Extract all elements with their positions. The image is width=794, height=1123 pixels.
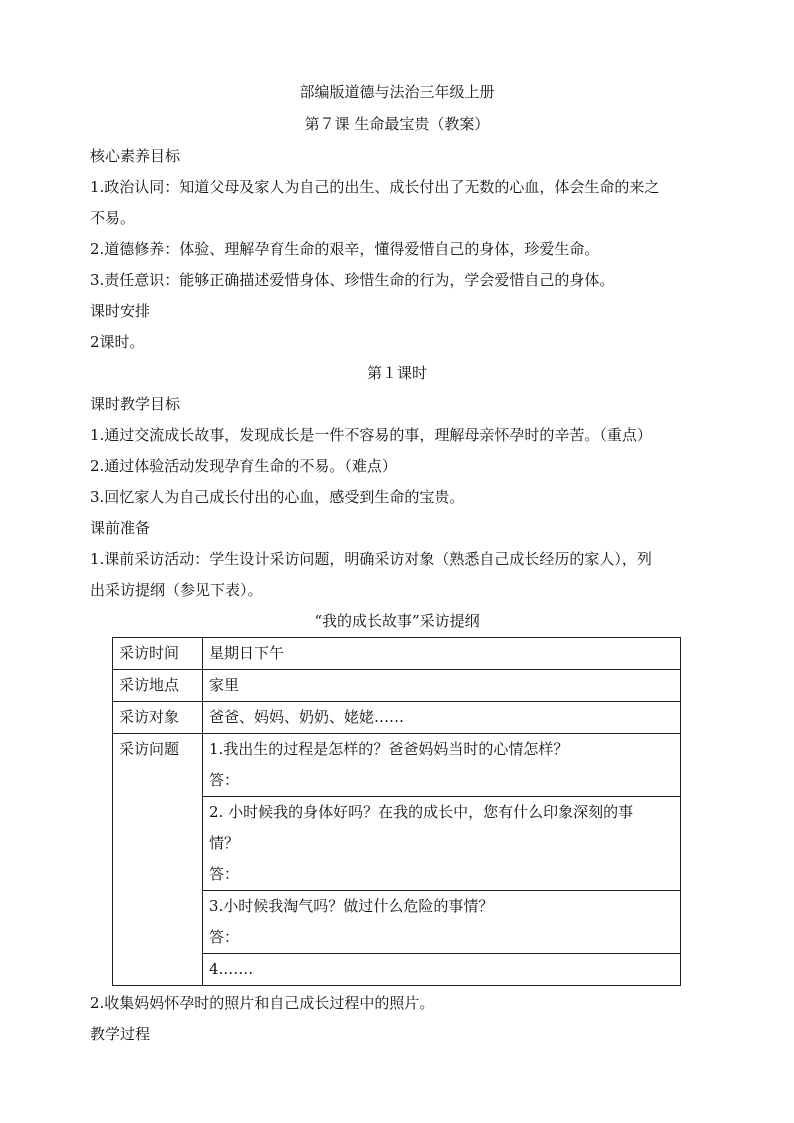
prep-item-1-line-1: 1.课前采访活动：学生设计采访问题，明确采访对象（熟悉自己成长经历的家人），列 <box>90 550 652 568</box>
lesson-subtitle: 第７课 生命最宝贵（教案） <box>304 115 490 133</box>
question-cell-4 <box>203 954 681 986</box>
table-value-place: 家里 <box>203 670 681 702</box>
schedule-heading: 课时安排 <box>90 302 151 320</box>
process-heading: 教学过程 <box>90 1025 151 1043</box>
prep-heading: 课前准备 <box>90 519 151 537</box>
table-title: “我的成长故事”采访提纲 <box>314 612 480 630</box>
table-value-time: 星期日下午 <box>203 638 681 670</box>
core-goal-2: 2.道德修养：体验、理解孕育生命的艰辛，懂得爱惜自己的身体，珍爱生命。 <box>90 240 600 258</box>
question-3-answer: 答： <box>209 928 240 946</box>
table-row <box>113 638 681 670</box>
table-row <box>113 670 681 702</box>
core-goal-3: 3.责任意识：能够正确描述爱惜身体、珍惜生命的行为，学会爱惜自己的身体。 <box>90 271 615 289</box>
question-4-text: 4.…… <box>209 960 254 978</box>
document-title: 部编版道德与法治三年级上册 <box>299 83 495 101</box>
question-1-text: 1.我出生的过程是怎样的？爸爸妈妈当时的心情怎样？ <box>209 740 569 758</box>
lesson-goals-heading: 课时教学目标 <box>90 395 181 413</box>
question-2-text-line-2: 情？ <box>209 834 240 852</box>
prep-item-2: 2.收集妈妈怀孕时的照片和自己成长过程中的照片。 <box>90 994 435 1012</box>
question-3-text: 3.小时候我淘气吗？做过什么危险的事情？ <box>209 897 494 915</box>
question-cell-2 <box>203 797 681 891</box>
table-row <box>113 702 681 734</box>
question-cell-3 <box>203 891 681 954</box>
table-label-place: 采访地点 <box>113 670 203 702</box>
question-cell-1 <box>203 734 681 797</box>
question-1-answer: 答： <box>209 771 240 789</box>
table-row <box>113 734 681 797</box>
lesson-goal-2: 2.通过体验活动发现孕育生命的不易。（难点） <box>90 457 397 475</box>
lesson-goal-1: 1.通过交流成长故事，发现成长是一件不容易的事，理解母亲怀孕时的辛苦。（重点） <box>90 426 652 444</box>
interview-outline-table <box>112 637 681 986</box>
question-2-answer: 答： <box>209 865 240 883</box>
core-goal-1-line-2: 不易。 <box>90 209 136 227</box>
lesson-1-heading: 第１课时 <box>366 364 427 382</box>
table-label-time: 采访时间 <box>113 638 203 670</box>
core-goal-1-line-1: 1.政治认同：知道父母及家人为自己的出生、成长付出了无数的心血，体会生命的来之 <box>90 178 660 196</box>
schedule-value: 2课时。 <box>90 333 145 351</box>
lesson-goal-3: 3.回忆家人为自己成长付出的心血，感受到生命的宝贵。 <box>90 488 465 506</box>
question-2-text-line-1: 2. 小时候我的身体好吗？在我的成长中，您有什么印象深刻的事 <box>209 803 634 821</box>
table-label-questions: 采访问题 <box>113 734 203 986</box>
table-value-interviewee: 爸爸、妈妈、奶奶、姥姥…… <box>203 702 681 734</box>
prep-item-1-line-2: 出采访提纲（参见下表）。 <box>90 581 263 599</box>
table-label-interviewee: 采访对象 <box>113 702 203 734</box>
core-goals-heading: 核心素养目标 <box>90 147 181 165</box>
